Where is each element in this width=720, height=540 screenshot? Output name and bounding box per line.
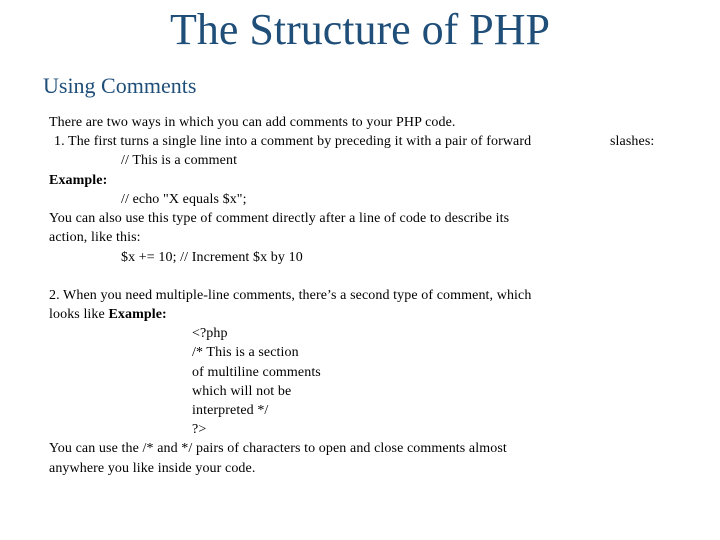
code-line: of multiline comments <box>192 365 321 380</box>
closing-text-cont: anywhere you like inside your code. <box>49 461 256 476</box>
inline-comment-note-cont: action, like this: <box>49 230 141 245</box>
intro-text: There are two ways in which you can add comments to your PHP code. <box>49 115 456 130</box>
item2-text: 2. When you need multiple-line comments, there’s a second type of comment, which <box>49 288 532 303</box>
item1-text: 1. The first turns a single line into a comment by preceding it with a pair of forward <box>54 134 532 149</box>
code-line: <?php <box>192 326 228 341</box>
item2-text-prefix: looks like <box>49 307 109 322</box>
example-label: Example: <box>49 173 108 188</box>
inline-comment-code: $x += 10; // Increment $x by 10 <box>121 250 303 265</box>
item2-example-label: Example: <box>108 307 167 322</box>
slide-subtitle: Using Comments <box>43 73 197 98</box>
code-line: interpreted */ <box>192 403 269 418</box>
code-line: /* This is a section <box>192 345 299 360</box>
code-line: which will not be <box>192 384 292 399</box>
single-line-comment-code: // This is a comment <box>121 153 238 168</box>
closing-text: You can use the /* and */ pairs of characters to open and close comments almost <box>49 441 507 456</box>
slide-title: The Structure of PHP <box>169 5 551 54</box>
example-code: // echo "X equals $x"; <box>121 192 247 207</box>
item2-text-cont <box>49 305 167 324</box>
inline-comment-note: You can also use this type of comment directly after a line of code to describe its <box>49 211 510 226</box>
code-line: ?> <box>192 422 207 437</box>
item1-trailing-text: slashes: <box>610 134 655 149</box>
